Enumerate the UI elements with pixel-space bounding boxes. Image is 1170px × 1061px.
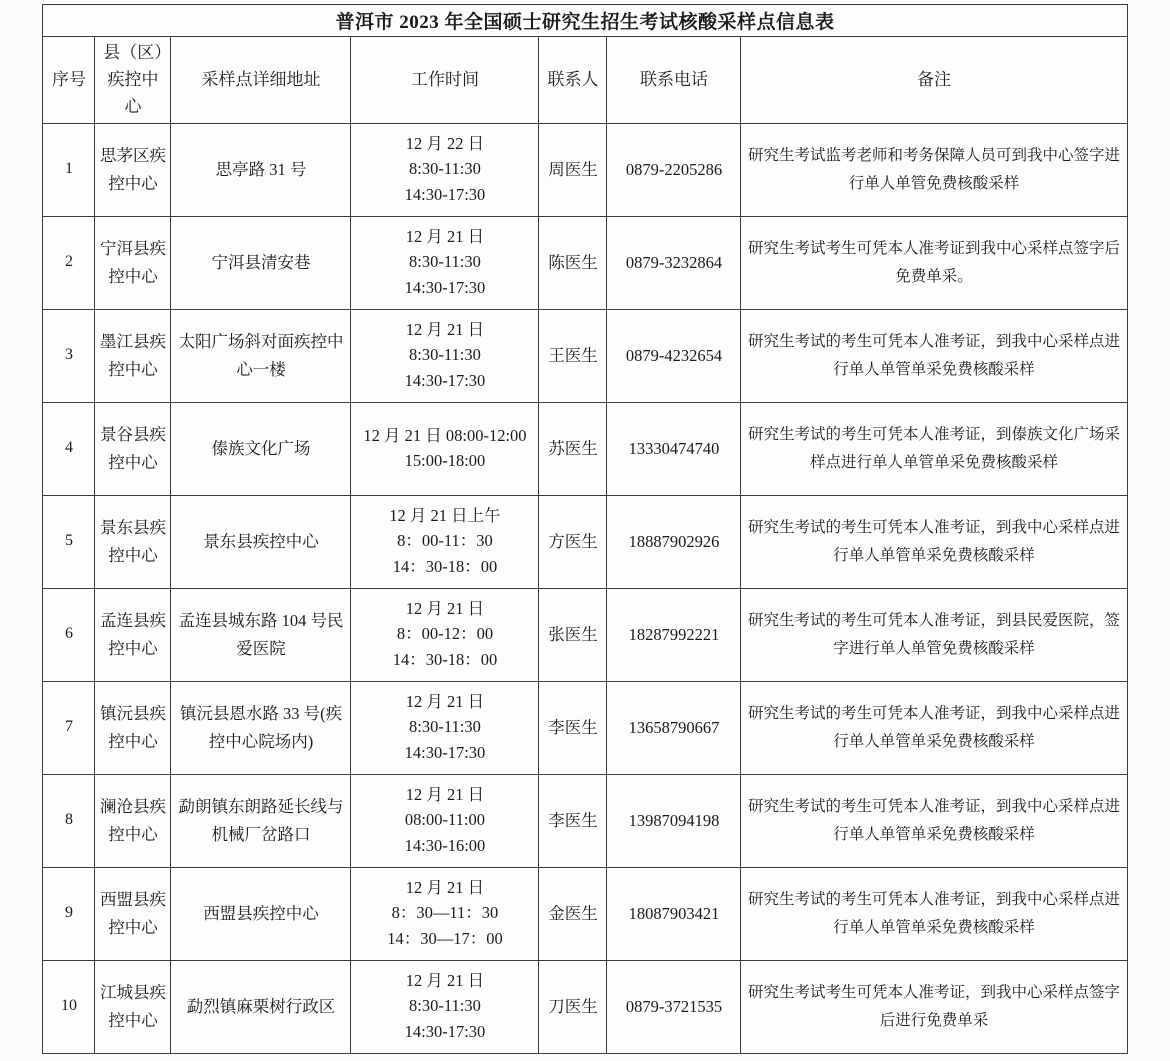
page-title: 普洱市 2023 年全国硕士研究生招生考试核酸采样点信息表 bbox=[43, 5, 1127, 37]
work-time-line: 12 月 21 日 bbox=[405, 598, 485, 618]
work-time-cell bbox=[351, 123, 539, 216]
phone-cell: 13987094198 bbox=[607, 774, 741, 867]
row-number-cell: 8 bbox=[43, 774, 95, 867]
work-time-line: 8:30-11:30 bbox=[409, 159, 481, 179]
work-time-line: 8:30-11:30 bbox=[409, 345, 481, 365]
cdc-center-cell: 镇沅县疾控中心 bbox=[95, 681, 171, 774]
work-time-cell bbox=[351, 309, 539, 402]
column-header-address: 采样点详细地址 bbox=[171, 37, 351, 124]
row-number-cell: 6 bbox=[43, 588, 95, 681]
phone-cell: 0879-3232864 bbox=[607, 216, 741, 309]
phone-cell: 18087903421 bbox=[607, 867, 741, 960]
work-time-line: 8：30—11：30 bbox=[391, 903, 499, 923]
table-row bbox=[43, 309, 1127, 402]
phone-cell: 13658790667 bbox=[607, 681, 741, 774]
contact-cell: 周医生 bbox=[539, 123, 607, 216]
cdc-center-cell: 景东县疾控中心 bbox=[95, 495, 171, 588]
address-cell: 西盟县疾控中心 bbox=[171, 867, 351, 960]
remark-cell: 研究生考试的考生可凭本人准考证，到我中心采样点进行单人单管单采免费核酸采样 bbox=[741, 309, 1127, 402]
contact-cell: 李医生 bbox=[539, 774, 607, 867]
work-time-line: 14:30-17:30 bbox=[404, 184, 486, 204]
address-cell: 宁洱县清安巷 bbox=[171, 216, 351, 309]
column-header-remark: 备注 bbox=[741, 37, 1127, 124]
work-time-cell bbox=[351, 960, 539, 1053]
contact-cell: 王医生 bbox=[539, 309, 607, 402]
work-time-cell bbox=[351, 774, 539, 867]
contact-cell: 刀医生 bbox=[539, 960, 607, 1053]
work-time-line: 14:30-17:30 bbox=[404, 742, 486, 762]
work-time-cell bbox=[351, 867, 539, 960]
table-row bbox=[43, 681, 1127, 774]
work-time-cell bbox=[351, 216, 539, 309]
work-time-line: 12 月 21 日 bbox=[405, 877, 485, 897]
remark-cell: 研究生考试的考生可凭本人准考证，到我中心采样点进行单人单管单采免费核酸采样 bbox=[741, 495, 1127, 588]
contact-cell: 陈医生 bbox=[539, 216, 607, 309]
table-row bbox=[43, 774, 1127, 867]
row-number-cell: 1 bbox=[43, 123, 95, 216]
work-time-line: 14：30—17：00 bbox=[387, 928, 503, 948]
cdc-center-cell: 景谷县疾控中心 bbox=[95, 402, 171, 495]
remark-cell: 研究生考试的考生可凭本人准考证，到我中心采样点进行单人单管单采免费核酸采样 bbox=[741, 867, 1127, 960]
remark-cell: 研究生考试监考老师和考务保障人员可到我中心签字进行单人单管免费核酸采样 bbox=[741, 123, 1127, 216]
work-time-cell bbox=[351, 588, 539, 681]
row-number-cell: 7 bbox=[43, 681, 95, 774]
work-time-line: 15:00-18:00 bbox=[404, 451, 486, 471]
address-cell: 傣族文化广场 bbox=[171, 402, 351, 495]
column-header-work-time: 工作时间 bbox=[351, 37, 539, 124]
work-time-line: 08:00-11:00 bbox=[404, 810, 485, 830]
cdc-center-cell: 墨江县疾控中心 bbox=[95, 309, 171, 402]
address-cell: 太阳广场斜对面疾控中心一楼 bbox=[171, 309, 351, 402]
address-cell: 勐朗镇东朗路延长线与机械厂岔路口 bbox=[171, 774, 351, 867]
work-time-line: 14：30-18：00 bbox=[392, 649, 498, 669]
cdc-center-cell: 西盟县疾控中心 bbox=[95, 867, 171, 960]
title-row bbox=[43, 5, 1127, 37]
work-time-line: 12 月 21 日 bbox=[405, 970, 485, 990]
row-number-cell: 9 bbox=[43, 867, 95, 960]
work-time-line: 14:30-17:30 bbox=[404, 277, 486, 297]
work-time-line: 14:30-16:00 bbox=[404, 835, 486, 855]
address-cell: 思亭路 31 号 bbox=[171, 123, 351, 216]
phone-cell: 0879-3721535 bbox=[607, 960, 741, 1053]
phone-cell: 18887902926 bbox=[607, 495, 741, 588]
address-cell: 景东县疾控中心 bbox=[171, 495, 351, 588]
table-row bbox=[43, 216, 1127, 309]
address-cell: 孟连县城东路 104 号民爱医院 bbox=[171, 588, 351, 681]
phone-cell: 13330474740 bbox=[607, 402, 741, 495]
contact-cell: 苏医生 bbox=[539, 402, 607, 495]
remark-cell: 研究生考试考生可凭本人准考证到我中心采样点签字后免费单采。 bbox=[741, 216, 1127, 309]
work-time-line: 14：30-18：00 bbox=[392, 556, 498, 576]
remark-cell: 研究生考试考生可凭本人准考证，到我中心采样点签字后进行免费单采 bbox=[741, 960, 1127, 1053]
contact-cell: 张医生 bbox=[539, 588, 607, 681]
table-row bbox=[43, 867, 1127, 960]
table-row bbox=[43, 588, 1127, 681]
row-number-cell: 4 bbox=[43, 402, 95, 495]
work-time-line: 8:30-11:30 bbox=[409, 717, 481, 737]
work-time-line: 12 月 21 日 08:00-12:00 bbox=[363, 425, 527, 445]
work-time-line: 12 月 21 日上午 bbox=[389, 505, 501, 525]
cdc-center-cell: 澜沧县疾控中心 bbox=[95, 774, 171, 867]
row-number-cell: 10 bbox=[43, 960, 95, 1053]
address-cell: 勐烈镇麻栗树行政区 bbox=[171, 960, 351, 1053]
work-time-line: 8：00-11：30 bbox=[397, 531, 493, 551]
cdc-center-cell: 江城县疾控中心 bbox=[95, 960, 171, 1053]
column-header-phone: 联系电话 bbox=[607, 37, 741, 124]
column-header-contact: 联系人 bbox=[539, 37, 607, 124]
contact-cell: 金医生 bbox=[539, 867, 607, 960]
work-time-line: 8:30-11:30 bbox=[409, 996, 481, 1016]
contact-cell: 方医生 bbox=[539, 495, 607, 588]
work-time-line: 12 月 21 日 bbox=[405, 319, 485, 339]
phone-cell: 18287992221 bbox=[607, 588, 741, 681]
phone-cell: 0879-2205286 bbox=[607, 123, 741, 216]
cdc-center-cell: 宁洱县疾控中心 bbox=[95, 216, 171, 309]
work-time-line: 8:30-11:30 bbox=[409, 252, 481, 272]
remark-cell: 研究生考试的考生可凭本人准考证，到县民爱医院，签字进行单人单管免费核酸采样 bbox=[741, 588, 1127, 681]
column-header-cdc: 县（区）疾控中心 bbox=[95, 37, 171, 124]
table-row bbox=[43, 960, 1127, 1053]
work-time-cell bbox=[351, 495, 539, 588]
work-time-line: 12 月 21 日 bbox=[405, 226, 485, 246]
column-header-no: 序号 bbox=[43, 37, 95, 124]
remark-cell: 研究生考试的考生可凭本人准考证，到我中心采样点进行单人单管单采免费核酸采样 bbox=[741, 681, 1127, 774]
row-number-cell: 5 bbox=[43, 495, 95, 588]
table-row bbox=[43, 402, 1127, 495]
row-number-cell: 3 bbox=[43, 309, 95, 402]
remark-cell: 研究生考试的考生可凭本人准考证，到傣族文化广场采样点进行单人单管单采免费核酸采样 bbox=[741, 402, 1127, 495]
cdc-center-cell: 思茅区疾控中心 bbox=[95, 123, 171, 216]
work-time-cell bbox=[351, 402, 539, 495]
work-time-line: 12 月 21 日 bbox=[405, 784, 485, 804]
table-row bbox=[43, 495, 1127, 588]
remark-cell: 研究生考试的考生可凭本人准考证，到我中心采样点进行单人单管单采免费核酸采样 bbox=[741, 774, 1127, 867]
cdc-center-cell: 孟连县疾控中心 bbox=[95, 588, 171, 681]
work-time-line: 12 月 22 日 bbox=[405, 133, 485, 153]
work-time-cell bbox=[351, 681, 539, 774]
row-number-cell: 2 bbox=[43, 216, 95, 309]
contact-cell: 李医生 bbox=[539, 681, 607, 774]
work-time-line: 14:30-17:30 bbox=[404, 1021, 486, 1041]
work-time-line: 8：00-12：00 bbox=[396, 624, 494, 644]
work-time-line: 14:30-17:30 bbox=[404, 370, 486, 390]
table-row bbox=[43, 123, 1127, 216]
phone-cell: 0879-4232654 bbox=[607, 309, 741, 402]
work-time-line: 12 月 21 日 bbox=[405, 691, 485, 711]
sampling-points-table bbox=[42, 4, 1127, 1054]
header-row bbox=[43, 37, 1127, 124]
address-cell: 镇沅县恩水路 33 号(疾控中心院场内) bbox=[171, 681, 351, 774]
